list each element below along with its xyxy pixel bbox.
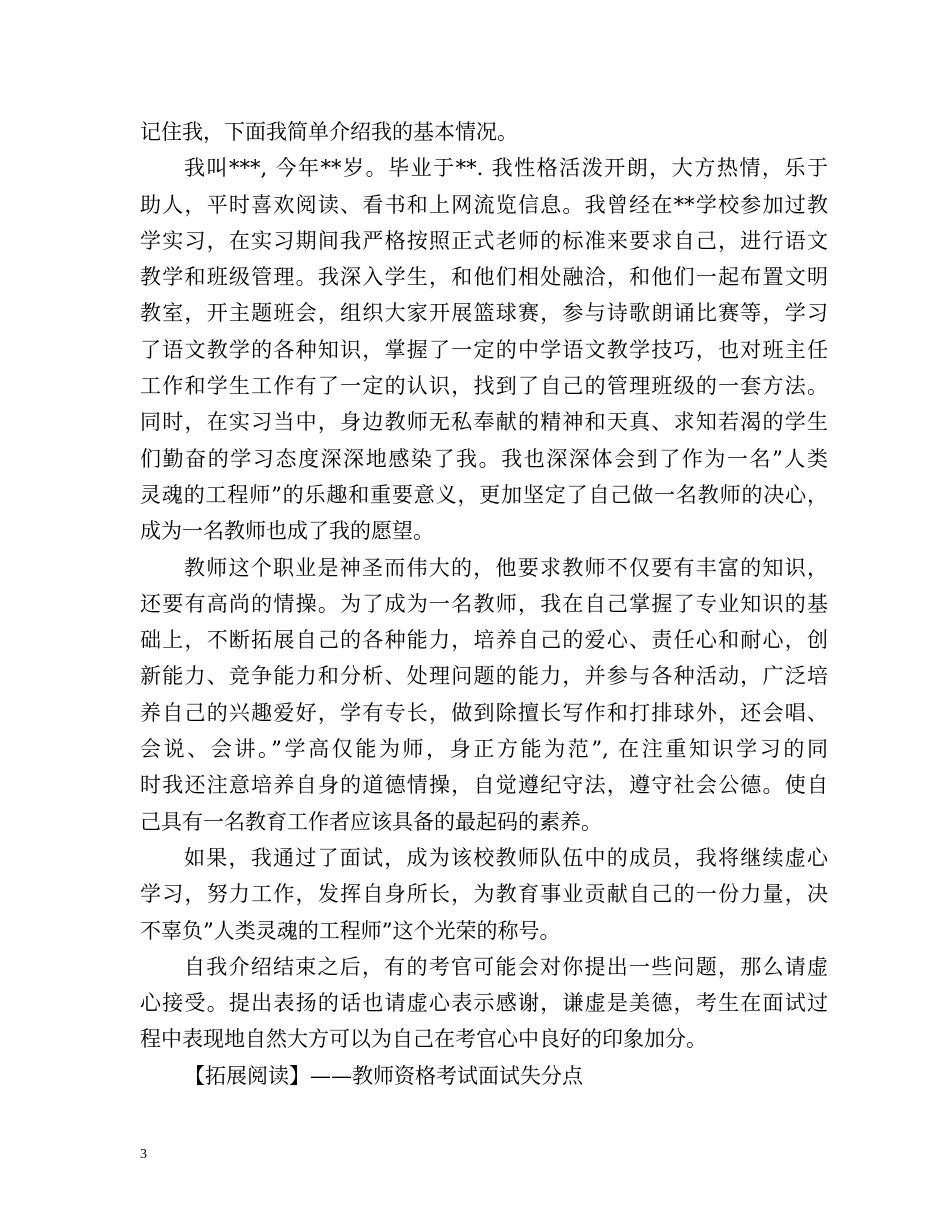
text-line: 学习，努力工作，发挥自身所长，为教育事业贡献自己的一份力量，决 (140, 882, 828, 907)
paragraph (140, 114, 828, 150)
text-line: 教室，开主题班会，组织大家开展篮球赛，参与诗歌朗诵比赛等，学习 (140, 301, 828, 326)
text-line: 了语文教学的各种知识，掌握了一定的中学语文教学技巧，也对班主任 (140, 337, 828, 362)
text-line: 自我介绍结束之后，有的考官可能会对你提出一些问题，那么请虚 (184, 954, 828, 979)
text-line: 记住我，下面我简单介绍我的基本情况。 (140, 120, 518, 144)
text-line: 我叫***, 今年**岁。毕业于**. 我性格活泼开朗，大方热情，乐于 (184, 156, 828, 181)
paragraph (140, 949, 828, 1058)
text-line: 不辜负”人类灵魂的工程师”这个光荣的称号。 (140, 918, 561, 943)
text-line: 如果，我通过了面试，成为该校教师队伍中的成员，我将继续虚心 (184, 845, 828, 870)
text-line: 同时，在实习当中，身边教师无私奉献的精神和天真、求知若渴的学生 (140, 410, 828, 435)
text-line: 灵魂的工程师”的乐趣和重要意义，更加坚定了自己做一名教师的决心， (140, 482, 828, 507)
paragraph (140, 150, 828, 549)
body-text (140, 114, 828, 1094)
text-line: 还要有高尚的情操。为了成为一名教师，我在自己掌握了专业知识的基 (140, 591, 828, 616)
text-line: 础上，不断拓展自己的各种能力，培养自己的爱心、责任心和耐心，创 (140, 628, 828, 653)
text-line: 学实习，在实习期间我严格按照正式老师的标准来要求自己，进行语文 (140, 228, 828, 253)
paragraph (140, 550, 828, 840)
text-line: 【拓展阅读】——教师资格考试面试失分点 (184, 1063, 583, 1088)
text-line: 助人，平时喜欢阅读、看书和上网流览信息。我曾经在**学校参加过教 (140, 192, 828, 217)
text-line: 程中表现地自然大方可以为自己在考官心中良好的印象加分。 (140, 1027, 707, 1052)
text-line: 们勤奋的学习态度深深地感染了我。我也深深体会到了作为一名”人类 (140, 446, 828, 471)
page-number: 3 (140, 1147, 147, 1162)
text-line: 教学和班级管理。我深入学生，和他们相处融洽，和他们一起布置文明 (140, 265, 828, 290)
text-line: 心接受。提出表扬的话也请虚心表示感谢，谦虚是美德，考生在面试过 (140, 991, 828, 1016)
text-line: 时我还注意培养自身的道德情操，自觉遵纪守法，遵守社会公德。使自 (140, 773, 828, 798)
paragraph (140, 1058, 828, 1094)
text-line: 教师这个职业是神圣而伟大的，他要求教师不仅要有丰富的知识， (184, 555, 828, 580)
text-line: 养自己的兴趣爱好，学有专长，做到除擅长写作和打排球外，还会唱、 (140, 700, 828, 725)
text-line: 新能力、竞争能力和分析、处理问题的能力，并参与各种活动，广泛培 (140, 664, 828, 689)
text-line: 会说、会讲。”学高仅能为师，身正方能为范”, 在注重知识学习的同 (140, 737, 828, 762)
paragraph (140, 840, 828, 949)
text-line: 成为一名教师也成了我的愿望。 (140, 519, 434, 544)
text-line: 工作和学生工作有了一定的认识，找到了自己的管理班级的一套方法。 (140, 374, 828, 399)
text-line: 己具有一名教育工作者应该具备的最起码的素养。 (140, 809, 602, 834)
